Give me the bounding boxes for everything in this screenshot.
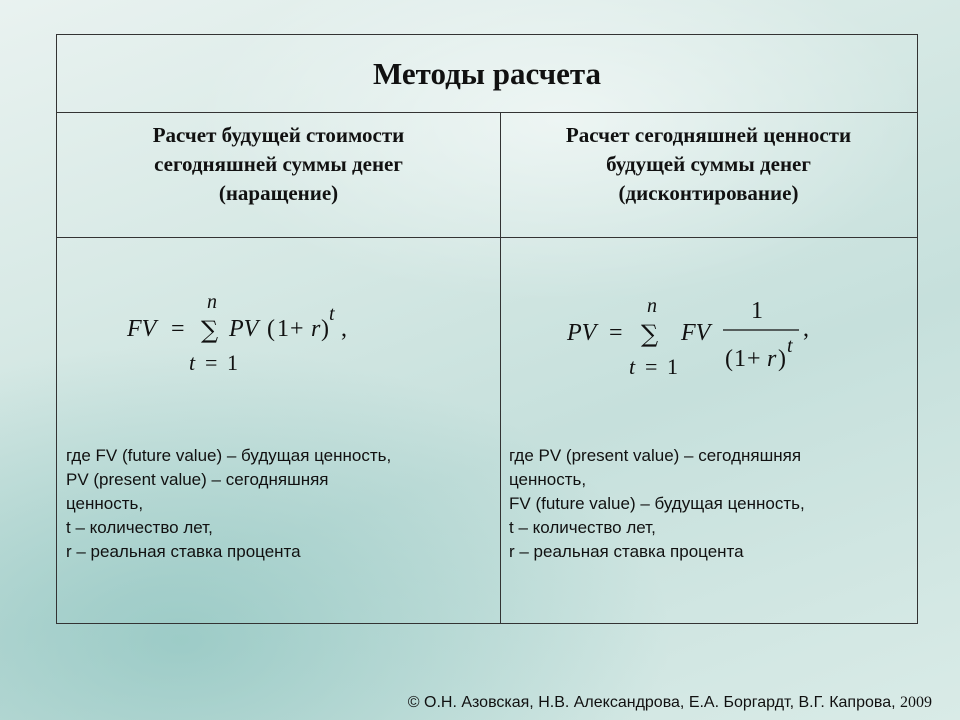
header-label-compounding [153,121,405,237]
copyright-year: 2009 [900,694,932,711]
open-paren: ( [267,316,275,342]
copyright-text: © О.Н. Азовская, Н.В. Александрова, Е.А. Боргардт, В.Г. Капрова, [407,694,896,711]
description-line: FV (future value) – будущая ценность, [509,494,805,513]
open-paren: ( [725,346,733,372]
formula-trailing: , [803,316,809,342]
header-label-discounting [566,121,851,237]
sum-lower-val: 1 [227,350,238,375]
formula-one: 1 [277,316,289,342]
close-paren: ) [321,316,329,342]
formula-lhs: PV [567,320,597,346]
table-title-row [57,35,917,113]
formula-term: PV [229,316,259,342]
formula-plus: + [747,346,761,372]
description-line: PV (present value) – сегодняшняя [66,470,329,489]
fraction-numerator: 1 [751,298,763,324]
formula-term: FV [681,320,711,346]
sum-upper-limit: n [207,291,217,313]
header-line: Расчет сегодняшней ценности [565,123,852,147]
description-line: где FV (future value) – будущая ценность, [66,446,392,465]
sum-lower-var: t [189,350,196,375]
description-line: t – количество лет, [66,518,213,537]
table-title: Методы расчета [373,55,601,91]
header-cell-compounding [57,113,500,237]
close-paren: ) [778,346,786,372]
sum-sign: ∑ [201,316,219,344]
formula-exponent: t [787,335,793,357]
formula-trailing: , [341,316,347,342]
description-line: r – реальная ставка процента [66,542,301,561]
header-line: Расчет будущей стоимости [152,123,405,147]
description-line: t – количество лет, [509,518,656,537]
formula-future-value [127,286,387,381]
description-line: ценность, [66,494,144,513]
description-future-value [66,444,391,564]
formula-rate: r [767,346,777,372]
description-line: r – реальная ставка процента [509,542,744,561]
table-header-row [57,113,917,238]
description-present-value [509,444,805,564]
sum-lower-val: 1 [667,354,678,379]
header-line: (дисконтирование) [618,181,799,205]
formula-plus: + [290,316,304,342]
sum-lower-eq: = [645,354,658,379]
description-line: ценность, [509,470,587,489]
header-line: сегодняшней суммы денег [154,152,403,176]
description-line: где PV (present value) – сегодняшняя [509,446,802,465]
formula-pv-svg [567,290,827,385]
formula-fv-svg [127,286,387,376]
header-line: (наращение) [218,181,339,205]
header-line: будущей суммы денег [606,152,811,176]
sum-lower-var: t [629,354,636,379]
formula-present-value [567,290,827,390]
methods-table [56,34,918,624]
sum-sign: ∑ [641,320,659,348]
sum-upper-limit: n [647,295,657,317]
formula-lhs: FV [127,316,157,342]
formula-rate: r [311,316,321,342]
copyright-footer [408,694,932,712]
table-body-row [57,238,917,624]
sum-lower-eq: = [205,350,218,375]
formula-equals: = [171,316,185,342]
header-cell-discounting [500,113,917,237]
formula-exponent: t [329,303,335,325]
formula-one: 1 [734,346,746,372]
formula-equals: = [609,320,623,346]
